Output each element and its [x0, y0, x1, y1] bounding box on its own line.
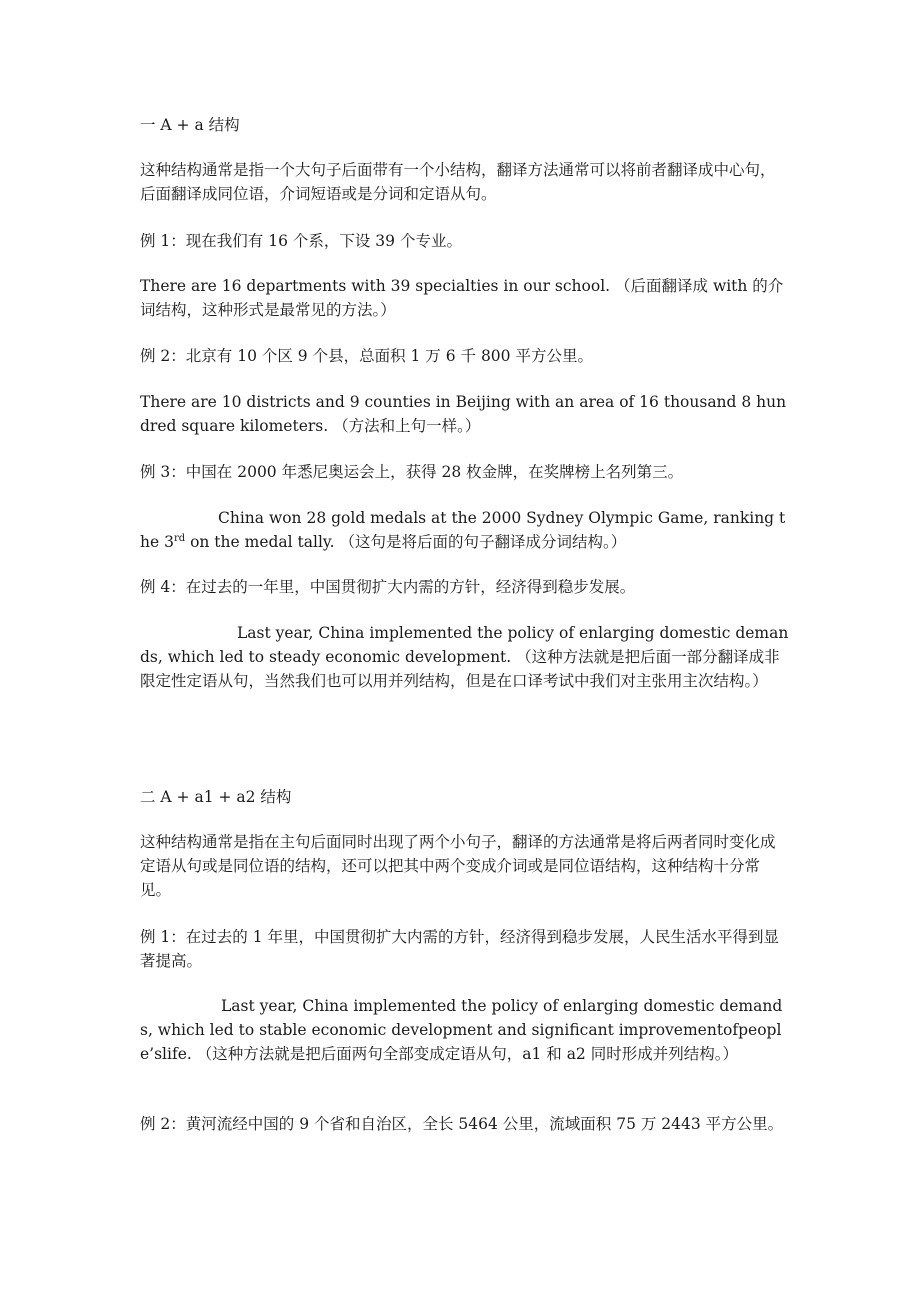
section1-heading: 一 A + a 结构 [140, 116, 240, 134]
section1-example1-chinese: 例 1：现在我们有 16 个系，下设 39 个专业。 [140, 232, 462, 250]
section1-example4-chinese: 例 4：在过去的一年里，中国贯彻扩大内需的方针，经济得到稳步发展。 [140, 578, 636, 596]
section1-example2-chinese: 例 2：北京有 10 个区 9 个县，总面积 1 万 6 千 800 平方公里。 [140, 347, 593, 365]
example3-ordinal-suffix: rd [173, 532, 186, 544]
section1-example3-chinese: 例 3：中国在 2000 年悉尼奥运会上，获得 28 枚金牌，在奖牌榜上名列第三。 [140, 463, 684, 481]
section1-example2-english: There are 10 districts and 9 counties in Beijing with an area of 16 thousand 8 hundred square kilometers. （方法和上句一样。） [140, 393, 787, 435]
example3-english-part2: on the medal tally. （这句是将后面的句子翻译成分词结构。） [185, 533, 627, 551]
section2-example2-chinese: 例 2：黄河流经中国的 9 个省和自治区，全长 5464 公里，流域面积 75 万 2443 平方公里。 [140, 1115, 784, 1133]
section2-example1-chinese: 例 1：在过去的 1 年里，中国贯彻扩大内需的方针，经济得到稳步发展，人民生活水平得到显著提高。 [140, 928, 780, 970]
section2-example1-english: Last year, China implemented the policy of enlarging domestic demands, which led to stable economic development and significant improvementofpeople’slife. （这种方法就是把后面两句全部变成定语从句，a1 和 a2 同时形成并列结构。） [140, 997, 783, 1063]
section1-example4-english: Last year, China implemented the policy of enlarging domestic demands, which led to steady economic development. （这种方法就是把后面一部分翻译成非限定性定语从句，当然我们也可以用并列结构，但是在口译考试中我们对主张用主次结构。） [140, 624, 789, 690]
section2-intro: 这种结构通常是指在主句后面同时出现了两个小句子，翻译的方法通常是将后两者同时变化成定语从句或是同位语的结构，还可以把其中两个变成介词或是同位语结构，这种结构十分常见。 [140, 833, 776, 899]
section2-heading: 二 A + a1 + a2 结构 [140, 788, 292, 806]
section1-example3-english [140, 506, 790, 554]
example3-english-part1: China won 28 gold medals at the 2000 Sydney Olympic Game, ranking the 3 [140, 509, 786, 551]
section1-intro: 这种结构通常是指一个大句子后面带有一个小结构，翻译方法通常可以将前者翻译成中心句，后面翻译成同位语，介词短语或是分词和定语从句。 [140, 161, 776, 203]
section1-example1-english: There are 16 departments with 39 specialties in our school. （后面翻译成 with 的介词结构，这种形式是最常见的方法。） [140, 277, 784, 319]
